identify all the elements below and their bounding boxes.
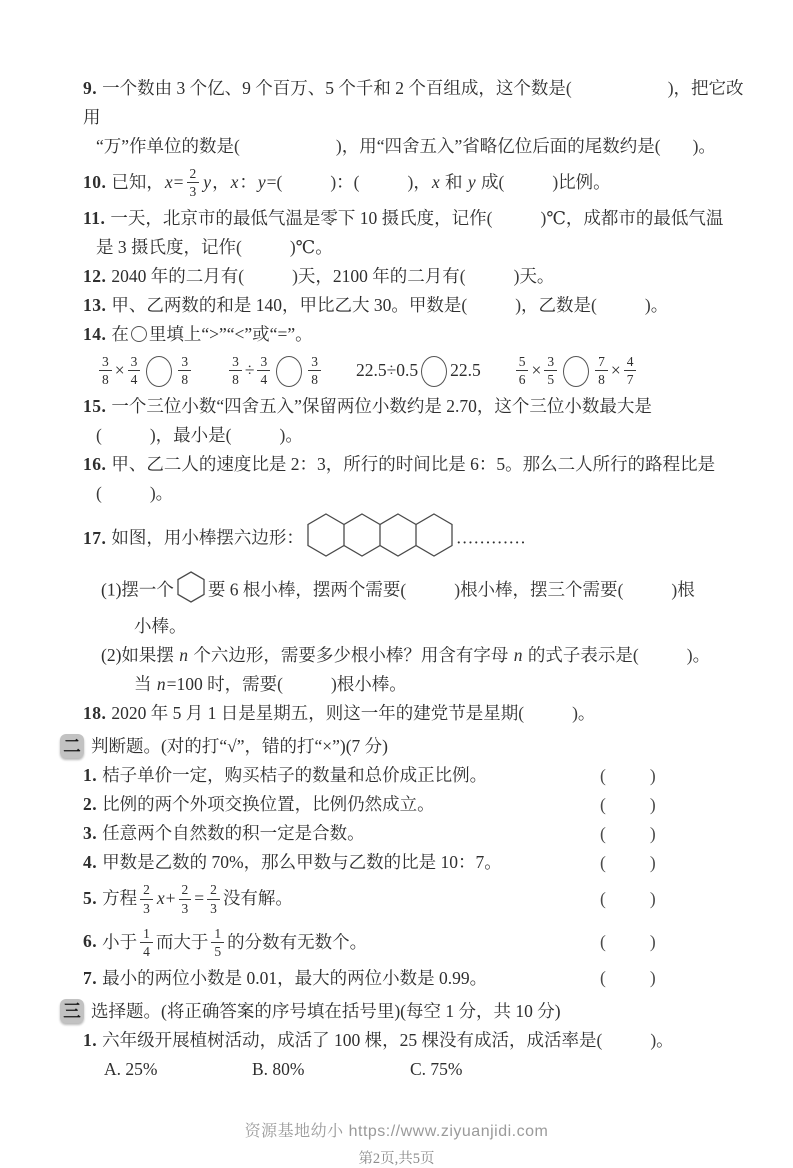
- fraction-numerator: 3: [308, 354, 321, 371]
- fraction-numerator: 3: [257, 354, 270, 371]
- math-variable: y: [467, 171, 476, 192]
- question-text: (2)如果摆: [101, 645, 179, 666]
- section-badge: 三: [60, 999, 84, 1023]
- question-item: [0, 262, 793, 291]
- question-text: =: [266, 171, 277, 192]
- fraction: [178, 354, 191, 387]
- question-text: 在: [111, 324, 129, 345]
- judge-question: [0, 848, 793, 877]
- question-text: 甲、乙二人的速度比是 2：3，所行的时间比是 6：5。那么二人所行的路程比是: [111, 454, 716, 475]
- question-text: “万”作单位的数是: [96, 136, 235, 156]
- question-line: [0, 421, 793, 450]
- question-line: [0, 161, 793, 204]
- fraction: [187, 166, 200, 199]
- fraction: [179, 882, 192, 915]
- question-line: [0, 571, 793, 612]
- judge-answer-blank: ( ): [600, 823, 656, 844]
- blank-field: ( ): [461, 295, 522, 316]
- option-item: C. 75%: [410, 1058, 463, 1079]
- question-number: 12.: [83, 266, 107, 287]
- blank-field: ( ): [400, 579, 461, 600]
- question-text: 要 6 根小棒，摆两个需要: [207, 579, 401, 600]
- blank-field: ( ): [353, 171, 414, 192]
- fraction-denominator: 3: [210, 900, 217, 916]
- question-text: ÷: [244, 359, 255, 380]
- question-text: 。: [698, 136, 716, 156]
- judge-answer-blank: ( ): [600, 765, 656, 786]
- question-text: (1)摆一个: [101, 579, 174, 600]
- fraction-denominator: 5: [214, 943, 222, 959]
- question-line: [0, 233, 793, 262]
- question-line: [0, 262, 793, 291]
- blank-field: ( ): [632, 645, 693, 666]
- question-line: [0, 132, 793, 161]
- question-text: 当: [134, 674, 156, 695]
- fraction-denominator: 3: [181, 900, 189, 916]
- fraction: [516, 354, 529, 387]
- fraction: [624, 354, 637, 387]
- math-variable: y: [257, 171, 266, 192]
- judge-question: [0, 819, 793, 848]
- blank-field: ( ): [591, 295, 651, 316]
- fraction-numerator: 2: [140, 882, 153, 899]
- question-text: ：: [239, 171, 257, 192]
- math-variable: n: [179, 645, 189, 666]
- question-text: ，乙数是: [521, 295, 592, 316]
- question-text: 小棒。: [134, 616, 187, 637]
- question-number: 3.: [83, 823, 98, 844]
- question-text: 成: [476, 171, 499, 192]
- fraction: [257, 354, 270, 387]
- question-number: 4.: [83, 852, 98, 873]
- question-number: 16.: [83, 454, 107, 475]
- question-text: 六年级开展植树活动，成活了 100 棵，25 棵没有成活，成活率是: [102, 1029, 597, 1050]
- judge-question: [0, 761, 793, 790]
- blank-field: ( ): [596, 1029, 657, 1050]
- question-text: 是 3 摄氏度，记作: [96, 237, 236, 258]
- comparison-circle: [131, 326, 147, 342]
- math-variable: x: [230, 171, 239, 192]
- judge-answer-blank: ( ): [600, 931, 656, 952]
- question-text: =: [173, 171, 184, 192]
- question-text: 根小棒，摆三个需要: [460, 579, 618, 600]
- blank-field: ( ): [238, 266, 298, 287]
- question-text: =100 时，需要: [166, 674, 278, 695]
- fraction-denominator: 7: [626, 372, 634, 388]
- blank-field: ( ): [225, 425, 286, 446]
- fraction-numerator: 2: [179, 882, 192, 899]
- blank-field: ( ): [236, 237, 296, 258]
- comparison-circle: [563, 356, 589, 387]
- question-text: 一天，北京市的最低气温是零下 10 摄氏度，记作: [110, 208, 487, 229]
- question-number: 2.: [83, 794, 98, 815]
- question-line: [0, 1026, 793, 1055]
- fraction-numerator: 1: [140, 926, 153, 943]
- blank-field: ( ): [234, 136, 342, 156]
- fraction-denominator: 8: [232, 372, 239, 388]
- blank-field: ( ): [617, 579, 678, 600]
- fraction-numerator: 3: [178, 354, 191, 371]
- question-text: 2020 年 5 月 1 日是星期五，则这一年的建党节是星期: [111, 703, 519, 724]
- blank-field: ( ): [498, 171, 559, 192]
- question-text: 22.5÷0.5: [355, 359, 419, 380]
- question-line: [0, 392, 793, 421]
- question-text: 方程: [102, 888, 138, 909]
- question-text: 甲数是乙数的 70%，那么甲数与乙数的比是 10：7。: [102, 852, 502, 873]
- judge-answer-blank: ( ): [600, 794, 656, 815]
- question-item: [0, 1026, 793, 1055]
- question-text: 比例的两个外项交换位置，比例仍然成立。: [102, 794, 435, 815]
- blank-field: ( ): [565, 78, 674, 98]
- hexagon-row-figure: [307, 513, 453, 566]
- question-number: 10.: [83, 171, 107, 192]
- question-text: 的式子表示是: [523, 645, 633, 666]
- question-line: [0, 641, 793, 670]
- judge-question: [0, 877, 793, 920]
- footer-site-link: 资源基地幼小 https://www.ziyuanjidi.com: [244, 1122, 549, 1140]
- question-text: ，用“四舍五入”省略亿位后面的尾数约是: [341, 136, 655, 156]
- question-text: 根小棒。: [336, 674, 407, 695]
- fraction: [211, 926, 224, 959]
- question-item: [0, 508, 793, 699]
- question-text: 个六边形，需要多少根小棒？用含有字母: [189, 645, 513, 666]
- option-item: A. 25%: [104, 1058, 158, 1079]
- page-footer: [0, 1118, 793, 1168]
- question-number: 1.: [83, 765, 98, 786]
- question-line: [0, 508, 793, 571]
- question-line: [0, 204, 793, 233]
- question-text: 桔子单价一定，购买桔子的数量和总价成正比例。: [102, 765, 488, 786]
- question-item: [0, 74, 793, 161]
- question-text: 一个数由 3 个亿、9 个百万、5 个千和 2 个百组成，这个数是: [102, 78, 566, 98]
- question-text: 里填上“>”“<”或“=”。: [148, 324, 313, 345]
- question-text: ×: [531, 359, 542, 380]
- question-text: 。: [650, 295, 669, 316]
- question-line: [0, 320, 793, 349]
- question-number: 18.: [83, 703, 107, 724]
- question-text: 一个三位小数“四舍五入”保留两位小数约是 2.70，这个三位小数最大是: [111, 396, 652, 417]
- section-title: 判断题。(对的打“√”，错的打“×”)(7 分): [91, 736, 388, 757]
- fraction-denominator: 3: [143, 900, 150, 916]
- math-variable: x: [156, 888, 165, 909]
- question-text: 小于: [102, 931, 138, 952]
- question-number: 9.: [83, 78, 98, 98]
- fraction-numerator: 2: [207, 882, 220, 899]
- question-text: 任意两个自然数的积一定是合数。: [102, 823, 365, 844]
- question-text: 。: [285, 425, 303, 446]
- fraction: [140, 882, 153, 915]
- fraction: [99, 354, 112, 387]
- question-text: 甲、乙两数的和是 140，甲比乙大 30。甲数是: [111, 295, 462, 316]
- hexagon-icon: [177, 571, 205, 612]
- fraction-numerator: 1: [211, 926, 224, 943]
- question-text: 最小的两位小数是 0.01，最大的两位小数是 0.99。: [102, 967, 488, 988]
- question-text: 和: [440, 171, 467, 192]
- question-item: [0, 291, 793, 320]
- judge-question: [0, 964, 793, 993]
- fraction-denominator: 4: [260, 372, 268, 388]
- fraction-denominator: 5: [547, 372, 555, 388]
- blank-field: ( ): [277, 674, 337, 695]
- question-text: ×: [610, 359, 621, 380]
- question-number: 1.: [83, 1029, 98, 1050]
- fraction-numerator: 3: [128, 354, 141, 371]
- choice-options: [0, 1055, 793, 1084]
- fraction: [595, 354, 608, 387]
- judge-question: [0, 921, 793, 964]
- question-line: [0, 612, 793, 641]
- fraction-numerator: 7: [595, 354, 608, 371]
- question-text: ：: [336, 171, 354, 192]
- question-number: 13.: [83, 295, 107, 316]
- blank-field: ( ): [276, 171, 337, 192]
- judge-answer-blank: ( ): [600, 967, 656, 988]
- question-text: ，: [212, 171, 230, 192]
- judge-answer-blank: ( ): [600, 852, 656, 873]
- question-text: 天。: [519, 266, 555, 287]
- question-line: [0, 699, 793, 728]
- judge-question: [0, 790, 793, 819]
- fraction-denominator: 3: [189, 184, 197, 200]
- question-line: [0, 670, 793, 699]
- fraction-numerator: 2: [187, 166, 200, 183]
- question-text: ℃。: [295, 237, 333, 258]
- question-text: ×: [114, 359, 125, 380]
- question-number: 17.: [83, 527, 107, 548]
- question-item: [0, 161, 793, 204]
- fraction-numerator: 4: [624, 354, 637, 371]
- question-line: [0, 479, 793, 508]
- fraction-numerator: 3: [99, 354, 112, 371]
- question-text: 。: [577, 703, 596, 724]
- question-text: 的分数有无数个。: [227, 931, 368, 952]
- question-item: [0, 204, 793, 262]
- question-text: 已知，: [111, 171, 164, 192]
- question-text: 比例。: [558, 171, 611, 192]
- fraction-numerator: 3: [229, 354, 242, 371]
- footer-page-number: 第2页,共5页: [358, 1150, 435, 1167]
- section-header: [0, 997, 793, 1026]
- question-number: 5.: [83, 888, 98, 909]
- question-text: …………: [455, 527, 526, 548]
- fraction-denominator: 8: [181, 372, 189, 388]
- blank-field: ( ): [459, 266, 520, 287]
- question-text: ，最小是: [155, 425, 226, 446]
- comparison-circle: [276, 356, 302, 387]
- question-item: [0, 320, 793, 392]
- math-variable: x: [164, 171, 173, 192]
- comparison-circle: [146, 356, 172, 387]
- blank-field: ( ): [96, 425, 156, 446]
- blank-field: ( ): [96, 483, 156, 504]
- fraction: [207, 882, 220, 915]
- fraction: [140, 926, 153, 959]
- judge-answer-blank: ( ): [600, 888, 656, 909]
- section-header: [0, 732, 793, 761]
- fraction-denominator: 8: [102, 372, 109, 388]
- fraction: [128, 354, 141, 387]
- fraction: [544, 354, 557, 387]
- option-item: B. 80%: [252, 1058, 305, 1079]
- fraction-numerator: 5: [516, 354, 529, 371]
- question-number: 11.: [83, 208, 106, 229]
- fraction-denominator: 4: [130, 372, 138, 388]
- question-text: 。: [155, 483, 174, 504]
- question-item: [0, 699, 793, 728]
- fraction: [229, 354, 242, 387]
- question-text: ，把它改用: [83, 78, 744, 127]
- section-badge: 二: [60, 734, 84, 758]
- blank-field: ( ): [486, 208, 547, 229]
- fraction-denominator: 8: [311, 372, 318, 388]
- fraction-denominator: 4: [143, 943, 150, 959]
- question-text: 22.5: [450, 359, 481, 380]
- comparison-circle: [421, 356, 447, 387]
- question-text: 如图，用小棒摆六边形：: [111, 527, 304, 548]
- question-text: =: [194, 888, 205, 909]
- question-line: [0, 74, 793, 132]
- question-number: 6.: [83, 931, 98, 952]
- blank-field: ( ): [654, 136, 699, 156]
- question-number: 7.: [83, 967, 98, 988]
- question-text: 根: [677, 579, 695, 600]
- question-item: [0, 392, 793, 450]
- question-line: [0, 450, 793, 479]
- question-number: 14.: [83, 324, 107, 345]
- question-number: 15.: [83, 396, 107, 417]
- question-text: 。: [656, 1029, 674, 1050]
- question-text: 。: [692, 645, 711, 666]
- question-item: [0, 450, 793, 508]
- fraction-denominator: 6: [518, 372, 526, 388]
- math-variable: n: [156, 674, 166, 695]
- question-text: 而大于: [155, 931, 209, 952]
- question-line: [0, 291, 793, 320]
- question-line: [0, 349, 793, 392]
- question-text: 天，2100 年的二月有: [297, 266, 460, 287]
- blank-field: ( ): [518, 703, 578, 724]
- math-variable: x: [431, 171, 440, 192]
- question-text: ，: [413, 171, 431, 192]
- fraction-numerator: 3: [544, 354, 557, 371]
- fraction-denominator: 8: [598, 372, 605, 388]
- question-text: +: [165, 888, 176, 909]
- math-variable: n: [513, 645, 523, 666]
- question-text: 没有解。: [222, 888, 293, 909]
- math-variable: y: [203, 171, 212, 192]
- question-text: ℃，成都市的最低气温: [546, 208, 724, 229]
- question-text: 2040 年的二月有: [111, 266, 239, 287]
- fraction: [308, 354, 321, 387]
- section-title: 选择题。(将正确答案的序号填在括号里)(每空 1 分，共 10 分): [91, 1000, 561, 1021]
